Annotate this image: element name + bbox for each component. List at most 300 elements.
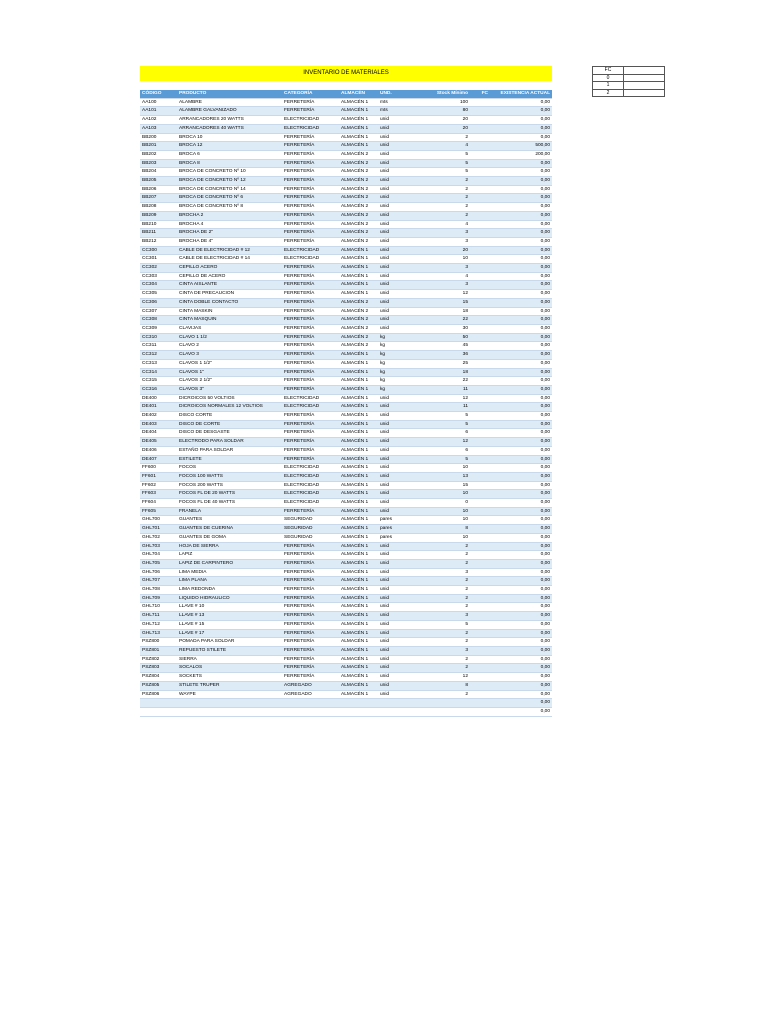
cell-codigo[interactable]: DE404 xyxy=(140,429,177,438)
cell-stock-minimo[interactable]: 5 xyxy=(412,620,470,629)
fc-value-cell[interactable] xyxy=(624,74,665,82)
cell-unidad[interactable]: unid xyxy=(378,159,412,168)
cell-fc[interactable] xyxy=(470,525,490,534)
cell-producto[interactable]: LAPIZ DE CARPINTERO xyxy=(177,559,282,568)
cell-almacen[interactable]: ALMACÉN 1 xyxy=(339,647,378,656)
cell-almacen[interactable]: ALMACÉN 1 xyxy=(339,385,378,394)
cell-unidad[interactable]: mts xyxy=(378,107,412,116)
cell-producto[interactable]: SIERRA xyxy=(177,655,282,664)
cell-almacen[interactable]: ALMACÉN 1 xyxy=(339,124,378,133)
cell-stock-minimo[interactable]: 11 xyxy=(412,385,470,394)
cell-existencia[interactable]: 0,00 xyxy=(490,255,552,264)
cell-categoria[interactable]: FERRETERÍA xyxy=(282,333,339,342)
cell-fc[interactable] xyxy=(470,124,490,133)
cell-fc[interactable] xyxy=(470,351,490,360)
cell-almacen[interactable]: ALMACÉN 1 xyxy=(339,559,378,568)
cell-codigo[interactable]: BB201 xyxy=(140,142,177,151)
cell-categoria[interactable]: FERRETERÍA xyxy=(282,594,339,603)
cell-almacen[interactable]: ALMACÉN 1 xyxy=(339,359,378,368)
cell-producto[interactable]: BROCA 8 xyxy=(177,159,282,168)
cell-unidad[interactable]: unid xyxy=(378,647,412,656)
cell-fc[interactable] xyxy=(470,699,490,708)
cell-fc[interactable] xyxy=(470,255,490,264)
cell-existencia[interactable]: 0,00 xyxy=(490,499,552,508)
cell-existencia[interactable]: 0,00 xyxy=(490,507,552,516)
cell-producto[interactable]: CLAVO 2 xyxy=(177,342,282,351)
cell-fc[interactable] xyxy=(470,707,490,716)
cell-existencia[interactable]: 0,00 xyxy=(490,159,552,168)
cell-unidad[interactable]: pares xyxy=(378,525,412,534)
cell-fc[interactable] xyxy=(470,690,490,699)
cell-existencia[interactable]: 0,00 xyxy=(490,124,552,133)
cell-codigo[interactable]: CC306 xyxy=(140,298,177,307)
cell-categoria[interactable]: FERRETERÍA xyxy=(282,577,339,586)
cell-categoria[interactable]: FERRETERÍA xyxy=(282,159,339,168)
cell-categoria[interactable]: FERRETERÍA xyxy=(282,133,339,142)
cell-categoria[interactable]: FERRETERÍA xyxy=(282,551,339,560)
cell-categoria[interactable]: FERRETERÍA xyxy=(282,316,339,325)
cell-fc[interactable] xyxy=(470,168,490,177)
cell-categoria[interactable]: FERRETERÍA xyxy=(282,194,339,203)
cell-unidad[interactable]: unid xyxy=(378,307,412,316)
cell-fc[interactable] xyxy=(470,298,490,307)
cell-almacen[interactable]: ALMACÉN 1 xyxy=(339,446,378,455)
cell-codigo[interactable]: FF605 xyxy=(140,507,177,516)
cell-codigo[interactable]: GHL709 xyxy=(140,594,177,603)
cell-existencia[interactable]: 0,00 xyxy=(490,464,552,473)
cell-codigo[interactable]: DE406 xyxy=(140,446,177,455)
cell-producto[interactable]: LIQUIDO HIDRAULICO xyxy=(177,594,282,603)
cell-almacen[interactable]: ALMACÉN 2 xyxy=(339,324,378,333)
cell-fc[interactable] xyxy=(470,629,490,638)
cell-stock-minimo[interactable]: 20 xyxy=(412,124,470,133)
col-header-unidad[interactable]: UND. xyxy=(378,90,412,98)
cell-producto[interactable]: REPUESTO STILETE xyxy=(177,647,282,656)
cell-producto[interactable]: CINTA DE PRECAUCION xyxy=(177,290,282,299)
cell-existencia[interactable]: 0,00 xyxy=(490,194,552,203)
cell-producto[interactable]: DISCO DE DESGASTE xyxy=(177,429,282,438)
cell-fc[interactable] xyxy=(470,446,490,455)
cell-existencia[interactable]: 0,00 xyxy=(490,542,552,551)
cell-producto[interactable]: BROCA 10 xyxy=(177,133,282,142)
cell-fc[interactable] xyxy=(470,664,490,673)
cell-producto[interactable]: LIMA MEDIA xyxy=(177,568,282,577)
cell-stock-minimo[interactable]: 2 xyxy=(412,133,470,142)
cell-stock-minimo[interactable]: 80 xyxy=(412,107,470,116)
cell-existencia[interactable]: 0,00 xyxy=(490,490,552,499)
cell-existencia[interactable]: 0,00 xyxy=(490,412,552,421)
cell-producto[interactable]: LLAVE # 17 xyxy=(177,629,282,638)
cell-codigo[interactable]: DE401 xyxy=(140,403,177,412)
cell-stock-minimo[interactable]: 12 xyxy=(412,673,470,682)
cell-unidad[interactable]: unid xyxy=(378,142,412,151)
cell-unidad[interactable]: unid xyxy=(378,690,412,699)
cell-existencia[interactable]: 0,00 xyxy=(490,177,552,186)
cell-categoria[interactable]: FERRETERÍA xyxy=(282,142,339,151)
cell-almacen[interactable]: ALMACÉN 1 xyxy=(339,255,378,264)
col-header-producto[interactable]: PRODUCTO xyxy=(177,90,282,98)
cell-unidad[interactable]: unid xyxy=(378,264,412,273)
cell-producto[interactable]: LLAVE # 15 xyxy=(177,620,282,629)
cell-fc[interactable] xyxy=(470,490,490,499)
cell-existencia[interactable]: 0,00 xyxy=(490,333,552,342)
cell-producto[interactable]: CINTA DOBLE CONTACTO xyxy=(177,298,282,307)
cell-stock-minimo[interactable]: 2 xyxy=(412,559,470,568)
cell-almacen[interactable]: ALMACÉN 1 xyxy=(339,490,378,499)
cell-codigo[interactable]: GHL713 xyxy=(140,629,177,638)
cell-codigo[interactable]: GHL707 xyxy=(140,577,177,586)
cell-existencia[interactable]: 0,00 xyxy=(490,211,552,220)
cell-stock-minimo[interactable]: 3 xyxy=(412,612,470,621)
cell-categoria[interactable]: FERRETERÍA xyxy=(282,351,339,360)
cell-categoria[interactable]: SEGURIDAD xyxy=(282,533,339,542)
cell-unidad[interactable]: pares xyxy=(378,516,412,525)
cell-fc[interactable] xyxy=(470,516,490,525)
cell-producto[interactable]: LLAVE # 13 xyxy=(177,612,282,621)
cell-codigo[interactable]: BB212 xyxy=(140,237,177,246)
cell-almacen[interactable]: ALMACÉN 1 xyxy=(339,455,378,464)
cell-fc[interactable] xyxy=(470,403,490,412)
cell-unidad[interactable]: unid xyxy=(378,298,412,307)
cell-existencia[interactable]: 0,00 xyxy=(490,699,552,708)
cell-codigo[interactable]: CC311 xyxy=(140,342,177,351)
cell-existencia[interactable]: 0,00 xyxy=(490,185,552,194)
cell-fc[interactable] xyxy=(470,220,490,229)
cell-codigo[interactable]: AA102 xyxy=(140,116,177,125)
cell-unidad[interactable]: unid xyxy=(378,559,412,568)
cell-almacen[interactable]: ALMACÉN 1 xyxy=(339,272,378,281)
cell-almacen[interactable]: ALMACÉN 2 xyxy=(339,316,378,325)
cell-fc[interactable] xyxy=(470,655,490,664)
cell-producto[interactable]: GUANTES xyxy=(177,516,282,525)
cell-categoria[interactable]: FERRETERÍA xyxy=(282,638,339,647)
cell-unidad[interactable]: unid xyxy=(378,255,412,264)
cell-categoria[interactable]: FERRETERÍA xyxy=(282,446,339,455)
cell-categoria[interactable]: ELECTRICIDAD xyxy=(282,403,339,412)
cell-unidad[interactable]: unid xyxy=(378,185,412,194)
cell-stock-minimo[interactable]: 18 xyxy=(412,307,470,316)
cell-producto[interactable]: CLAVOS 3" xyxy=(177,385,282,394)
cell-producto[interactable]: BROCHA 2 xyxy=(177,211,282,220)
cell-codigo[interactable]: GHL711 xyxy=(140,612,177,621)
cell-categoria[interactable]: ELECTRICIDAD xyxy=(282,255,339,264)
cell-categoria[interactable]: ELECTRICIDAD xyxy=(282,116,339,125)
cell-existencia[interactable]: 0,00 xyxy=(490,664,552,673)
cell-stock-minimo[interactable]: 5 xyxy=(412,455,470,464)
cell-stock-minimo[interactable]: 8 xyxy=(412,525,470,534)
cell-existencia[interactable]: 0,00 xyxy=(490,246,552,255)
cell-categoria[interactable]: FERRETERÍA xyxy=(282,603,339,612)
cell-producto[interactable]: BROCHA DE 4" xyxy=(177,237,282,246)
cell-producto[interactable]: DISCO CORTE xyxy=(177,412,282,421)
cell-stock-minimo[interactable]: 12 xyxy=(412,438,470,447)
cell-stock-minimo[interactable]: 5 xyxy=(412,412,470,421)
cell-categoria[interactable]: FERRETERÍA xyxy=(282,98,339,107)
cell-producto[interactable] xyxy=(177,699,282,708)
cell-producto[interactable]: CLAVO 1 1/2 xyxy=(177,333,282,342)
cell-categoria[interactable]: FERRETERÍA xyxy=(282,342,339,351)
cell-codigo[interactable]: PSZ803 xyxy=(140,664,177,673)
cell-codigo[interactable]: CC305 xyxy=(140,290,177,299)
cell-fc[interactable] xyxy=(470,359,490,368)
cell-unidad[interactable]: unid xyxy=(378,464,412,473)
cell-categoria[interactable]: FERRETERÍA xyxy=(282,177,339,186)
cell-almacen[interactable]: ALMACÉN 1 xyxy=(339,655,378,664)
cell-codigo[interactable]: AA101 xyxy=(140,107,177,116)
cell-codigo[interactable]: GHL700 xyxy=(140,516,177,525)
cell-almacen[interactable]: ALMACÉN 2 xyxy=(339,177,378,186)
cell-almacen[interactable]: ALMACÉN 1 xyxy=(339,638,378,647)
cell-categoria[interactable]: FERRETERÍA xyxy=(282,655,339,664)
cell-existencia[interactable]: 0,00 xyxy=(490,359,552,368)
cell-codigo[interactable]: CC300 xyxy=(140,246,177,255)
cell-stock-minimo[interactable]: 4 xyxy=(412,220,470,229)
cell-almacen[interactable]: ALMACÉN 1 xyxy=(339,551,378,560)
cell-existencia[interactable]: 0,00 xyxy=(490,690,552,699)
cell-existencia[interactable]: 0,00 xyxy=(490,316,552,325)
cell-stock-minimo[interactable]: 2 xyxy=(412,664,470,673)
cell-fc[interactable] xyxy=(470,246,490,255)
cell-unidad[interactable]: unid xyxy=(378,577,412,586)
cell-unidad[interactable]: unid xyxy=(378,681,412,690)
cell-codigo[interactable]: BB209 xyxy=(140,211,177,220)
cell-fc[interactable] xyxy=(470,203,490,212)
cell-fc[interactable] xyxy=(470,307,490,316)
cell-fc[interactable] xyxy=(470,394,490,403)
cell-codigo[interactable]: GHL708 xyxy=(140,586,177,595)
cell-fc[interactable] xyxy=(470,568,490,577)
cell-categoria[interactable]: FERRETERÍA xyxy=(282,264,339,273)
fc-label-cell[interactable]: 2 xyxy=(593,89,624,97)
cell-producto[interactable]: SOCKETS xyxy=(177,673,282,682)
cell-almacen[interactable]: ALMACÉN 1 xyxy=(339,98,378,107)
cell-almacen[interactable]: ALMACÉN 2 xyxy=(339,237,378,246)
cell-categoria[interactable]: AGREGADO xyxy=(282,690,339,699)
cell-stock-minimo[interactable]: 45 xyxy=(412,342,470,351)
cell-almacen[interactable]: ALMACÉN 2 xyxy=(339,168,378,177)
cell-almacen[interactable]: ALMACÉN 1 xyxy=(339,568,378,577)
cell-fc[interactable] xyxy=(470,455,490,464)
cell-fc[interactable] xyxy=(470,420,490,429)
cell-producto[interactable] xyxy=(177,707,282,716)
cell-unidad[interactable]: unid xyxy=(378,229,412,238)
cell-fc[interactable] xyxy=(470,229,490,238)
cell-stock-minimo[interactable]: 5 xyxy=(412,150,470,159)
cell-almacen[interactable]: ALMACÉN 1 xyxy=(339,472,378,481)
cell-codigo[interactable]: CC308 xyxy=(140,316,177,325)
cell-existencia[interactable]: 0,00 xyxy=(490,673,552,682)
col-header-codigo[interactable]: CÓDIGO xyxy=(140,90,177,98)
cell-fc[interactable] xyxy=(470,499,490,508)
cell-categoria[interactable]: ELECTRICIDAD xyxy=(282,481,339,490)
cell-unidad[interactable]: unid xyxy=(378,446,412,455)
cell-stock-minimo[interactable]: 3 xyxy=(412,281,470,290)
cell-fc[interactable] xyxy=(470,133,490,142)
cell-categoria[interactable] xyxy=(282,707,339,716)
cell-categoria[interactable]: FERRETERÍA xyxy=(282,542,339,551)
cell-almacen[interactable]: ALMACÉN 1 xyxy=(339,351,378,360)
cell-codigo[interactable] xyxy=(140,699,177,708)
cell-stock-minimo[interactable]: 2 xyxy=(412,542,470,551)
cell-stock-minimo[interactable]: 12 xyxy=(412,394,470,403)
cell-stock-minimo[interactable]: 2 xyxy=(412,577,470,586)
cell-stock-minimo[interactable]: 22 xyxy=(412,377,470,386)
cell-producto[interactable]: CABLE DE ELECTRICIDAD # 12 xyxy=(177,246,282,255)
cell-almacen[interactable]: ALMACÉN 2 xyxy=(339,211,378,220)
cell-unidad[interactable]: unid xyxy=(378,177,412,186)
cell-unidad[interactable]: unid xyxy=(378,586,412,595)
cell-producto[interactable]: BROCA DE CONCRETO Nº 10 xyxy=(177,168,282,177)
cell-existencia[interactable]: 0,00 xyxy=(490,455,552,464)
cell-fc[interactable] xyxy=(470,185,490,194)
cell-fc[interactable] xyxy=(470,211,490,220)
cell-almacen[interactable]: ALMACÉN 1 xyxy=(339,542,378,551)
fc-label-cell[interactable]: 0 xyxy=(593,74,624,82)
cell-stock-minimo[interactable]: 2 xyxy=(412,690,470,699)
cell-almacen[interactable]: ALMACÉN 1 xyxy=(339,394,378,403)
cell-fc[interactable] xyxy=(470,98,490,107)
cell-stock-minimo[interactable]: 50 xyxy=(412,333,470,342)
cell-codigo[interactable]: AA103 xyxy=(140,124,177,133)
cell-categoria[interactable]: FERRETERÍA xyxy=(282,673,339,682)
cell-existencia[interactable]: 0,00 xyxy=(490,681,552,690)
cell-stock-minimo[interactable]: 2 xyxy=(412,177,470,186)
cell-almacen[interactable]: ALMACÉN 1 xyxy=(339,438,378,447)
cell-unidad[interactable]: unid xyxy=(378,116,412,125)
cell-stock-minimo[interactable]: 2 xyxy=(412,211,470,220)
cell-producto[interactable]: CLAVIJAS xyxy=(177,324,282,333)
cell-unidad[interactable]: unid xyxy=(378,568,412,577)
cell-categoria[interactable]: FERRETERÍA xyxy=(282,586,339,595)
cell-categoria[interactable] xyxy=(282,699,339,708)
cell-stock-minimo[interactable]: 6 xyxy=(412,446,470,455)
cell-stock-minimo[interactable]: 2 xyxy=(412,629,470,638)
cell-almacen[interactable]: ALMACÉN 1 xyxy=(339,525,378,534)
cell-codigo[interactable]: BB211 xyxy=(140,229,177,238)
cell-producto[interactable]: LIMA REDONDA xyxy=(177,586,282,595)
cell-producto[interactable]: GUANTES DE GOMA xyxy=(177,533,282,542)
cell-unidad[interactable]: pares xyxy=(378,533,412,542)
cell-codigo[interactable]: AA100 xyxy=(140,98,177,107)
cell-categoria[interactable]: FERRETERÍA xyxy=(282,507,339,516)
cell-almacen[interactable]: ALMACÉN 1 xyxy=(339,107,378,116)
cell-existencia[interactable]: 0,00 xyxy=(490,394,552,403)
cell-stock-minimo[interactable]: 8 xyxy=(412,681,470,690)
cell-categoria[interactable]: FERRETERÍA xyxy=(282,324,339,333)
cell-unidad[interactable]: unid xyxy=(378,664,412,673)
cell-almacen[interactable]: ALMACÉN 1 xyxy=(339,586,378,595)
cell-codigo[interactable]: CC304 xyxy=(140,281,177,290)
cell-codigo[interactable]: CC314 xyxy=(140,368,177,377)
cell-unidad[interactable]: unid xyxy=(378,220,412,229)
cell-categoria[interactable]: ELECTRICIDAD xyxy=(282,464,339,473)
cell-existencia[interactable]: 0,00 xyxy=(490,594,552,603)
cell-stock-minimo[interactable]: 2 xyxy=(412,586,470,595)
cell-producto[interactable]: CABLE DE ELECTRICIDAD # 14 xyxy=(177,255,282,264)
cell-categoria[interactable]: FERRETERÍA xyxy=(282,211,339,220)
cell-codigo[interactable]: PSZ802 xyxy=(140,655,177,664)
cell-unidad[interactable]: unid xyxy=(378,629,412,638)
cell-categoria[interactable]: FERRETERÍA xyxy=(282,168,339,177)
cell-categoria[interactable]: FERRETERÍA xyxy=(282,559,339,568)
cell-categoria[interactable]: ELECTRICIDAD xyxy=(282,472,339,481)
cell-codigo[interactable]: CC312 xyxy=(140,351,177,360)
cell-stock-minimo[interactable]: 18 xyxy=(412,368,470,377)
cell-unidad[interactable]: mts xyxy=(378,98,412,107)
cell-almacen[interactable]: ALMACÉN 2 xyxy=(339,203,378,212)
cell-fc[interactable] xyxy=(470,542,490,551)
cell-categoria[interactable]: ELECTRICIDAD xyxy=(282,394,339,403)
cell-codigo[interactable]: GHL703 xyxy=(140,542,177,551)
cell-unidad[interactable]: unid xyxy=(378,673,412,682)
cell-almacen[interactable]: ALMACÉN 1 xyxy=(339,690,378,699)
cell-codigo[interactable]: CC315 xyxy=(140,377,177,386)
cell-codigo[interactable]: GHL704 xyxy=(140,551,177,560)
cell-categoria[interactable]: FERRETERÍA xyxy=(282,107,339,116)
cell-categoria[interactable]: SEGURIDAD xyxy=(282,516,339,525)
cell-producto[interactable]: ELECTRODO PARA SOLDAR xyxy=(177,438,282,447)
cell-stock-minimo[interactable]: 2 xyxy=(412,638,470,647)
cell-producto[interactable]: LLAVE # 10 xyxy=(177,603,282,612)
cell-fc[interactable] xyxy=(470,342,490,351)
cell-codigo[interactable]: DE407 xyxy=(140,455,177,464)
cell-stock-minimo[interactable]: 20 xyxy=(412,246,470,255)
cell-producto[interactable]: DICROICOS NORMALES 12 VOLTIOS xyxy=(177,403,282,412)
cell-producto[interactable]: BROCA DE CONCRETO Nº 6 xyxy=(177,194,282,203)
cell-almacen[interactable]: ALMACÉN 1 xyxy=(339,507,378,516)
cell-existencia[interactable]: 0,00 xyxy=(490,647,552,656)
cell-codigo[interactable]: FF601 xyxy=(140,472,177,481)
cell-producto[interactable]: CLAVOS 1" xyxy=(177,368,282,377)
cell-unidad[interactable]: unid xyxy=(378,316,412,325)
cell-almacen[interactable]: ALMACÉN 2 xyxy=(339,150,378,159)
cell-existencia[interactable]: 0,00 xyxy=(490,429,552,438)
cell-producto[interactable]: HOJA DE SIERRA xyxy=(177,542,282,551)
cell-categoria[interactable]: FERRETERÍA xyxy=(282,647,339,656)
cell-stock-minimo[interactable]: 10 xyxy=(412,255,470,264)
cell-unidad[interactable]: unid xyxy=(378,403,412,412)
cell-unidad[interactable]: unid xyxy=(378,281,412,290)
cell-producto[interactable]: ARRANCADORES 20 WATTS xyxy=(177,116,282,125)
cell-unidad[interactable]: kg xyxy=(378,333,412,342)
cell-existencia[interactable]: 0,00 xyxy=(490,168,552,177)
cell-existencia[interactable]: 0,00 xyxy=(490,446,552,455)
cell-fc[interactable] xyxy=(470,290,490,299)
cell-existencia[interactable]: 0,00 xyxy=(490,116,552,125)
col-header-existencia[interactable]: EXISTENCIA ACTUAL xyxy=(490,90,552,98)
cell-fc[interactable] xyxy=(470,507,490,516)
cell-existencia[interactable]: 0,00 xyxy=(490,420,552,429)
cell-stock-minimo[interactable]: 0 xyxy=(412,499,470,508)
cell-fc[interactable] xyxy=(470,647,490,656)
cell-unidad[interactable]: unid xyxy=(378,481,412,490)
cell-almacen[interactable]: ALMACÉN 1 xyxy=(339,142,378,151)
cell-codigo[interactable]: GHL706 xyxy=(140,568,177,577)
cell-almacen[interactable]: ALMACÉN 1 xyxy=(339,133,378,142)
cell-codigo[interactable]: BB206 xyxy=(140,185,177,194)
cell-categoria[interactable]: FERRETERÍA xyxy=(282,620,339,629)
cell-producto[interactable]: CEPILLO DE ACERO xyxy=(177,272,282,281)
cell-producto[interactable]: ESTILETE xyxy=(177,455,282,464)
cell-stock-minimo[interactable]: 2 xyxy=(412,655,470,664)
cell-categoria[interactable]: FERRETERÍA xyxy=(282,150,339,159)
cell-almacen[interactable]: ALMACÉN 2 xyxy=(339,342,378,351)
cell-codigo[interactable]: GHL710 xyxy=(140,603,177,612)
cell-codigo[interactable]: FF602 xyxy=(140,481,177,490)
cell-stock-minimo[interactable]: 25 xyxy=(412,359,470,368)
cell-fc[interactable] xyxy=(470,142,490,151)
cell-codigo[interactable]: FF603 xyxy=(140,490,177,499)
